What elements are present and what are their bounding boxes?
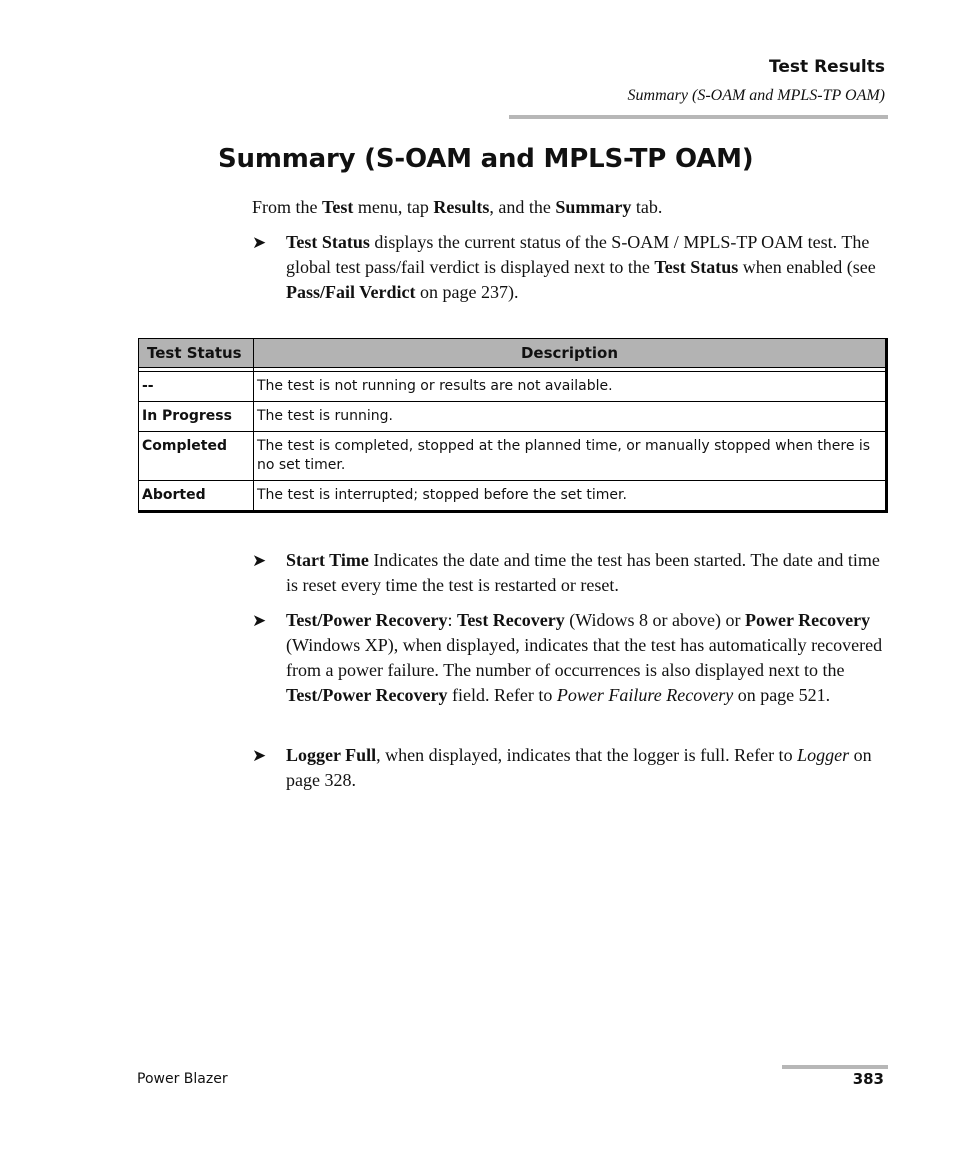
bullet-power-recovery: ➤ Test/Power Recovery: Test Recovery (Widows 8 or above) or Power Recovery (Windows XP), when displayed, indicates that the test has automatically recovered from a power failure. The number of occurrences is also displayed next to the Test/Power Recovery field. Refer to Power Failure Recovery on page 521. (252, 610, 883, 705)
status-cell: Aborted (139, 481, 254, 512)
footer-rule (782, 1065, 888, 1069)
bullet-start-time: ➤ Start Time Indicates the date and time the test has been started. The date and time is reset every time the test is restarted or reset. (252, 550, 880, 595)
bullet-arrow-icon: ➤ (252, 746, 267, 765)
description-cell: The test is not running or results are not available. (254, 372, 887, 402)
table-row (139, 481, 887, 512)
header-rule (509, 115, 888, 119)
bullet-test-status: ➤ Test Status displays the current status of the S-OAM / MPLS-TP OAM test. The global test pass/fail verdict is displayed next to the Test Status when enabled (see Pass/Fail Verdict on page 237). (252, 232, 876, 302)
intro-paragraph: From the Test menu, tap Results, and the Summary tab. (252, 197, 663, 217)
bullet-arrow-icon: ➤ (252, 551, 267, 570)
column-header-description: Description (254, 339, 887, 368)
page-title: Summary (S-OAM and MPLS-TP OAM) (218, 144, 754, 174)
status-cell: Completed (139, 432, 254, 481)
description-cell: The test is running. (254, 402, 887, 432)
page-number: 383 (852, 1070, 884, 1088)
test-status-table (138, 338, 888, 513)
bullet-arrow-icon: ➤ (252, 611, 267, 630)
description-cell: The test is completed, stopped at the planned time, or manually stopped when there is no set timer. (254, 432, 887, 481)
table-row (139, 432, 887, 481)
footer-product-name: Power Blazer (137, 1071, 228, 1087)
table-row (139, 402, 887, 432)
table-row (139, 372, 887, 402)
running-header-subsection: Summary (S-OAM and MPLS-TP OAM) (627, 87, 885, 104)
description-cell: The test is interrupted; stopped before the set timer. (254, 481, 887, 512)
bullet-logger-full: ➤ Logger Full, when displayed, indicates that the logger is full. Refer to Logger on page 328. (252, 745, 872, 790)
bullet-arrow-icon: ➤ (252, 233, 267, 252)
status-cell: -- (139, 372, 254, 402)
column-header-test-status: Test Status (139, 339, 254, 368)
running-header-section: Test Results (769, 57, 885, 77)
table-header-row (139, 339, 887, 368)
status-cell: In Progress (139, 402, 254, 432)
